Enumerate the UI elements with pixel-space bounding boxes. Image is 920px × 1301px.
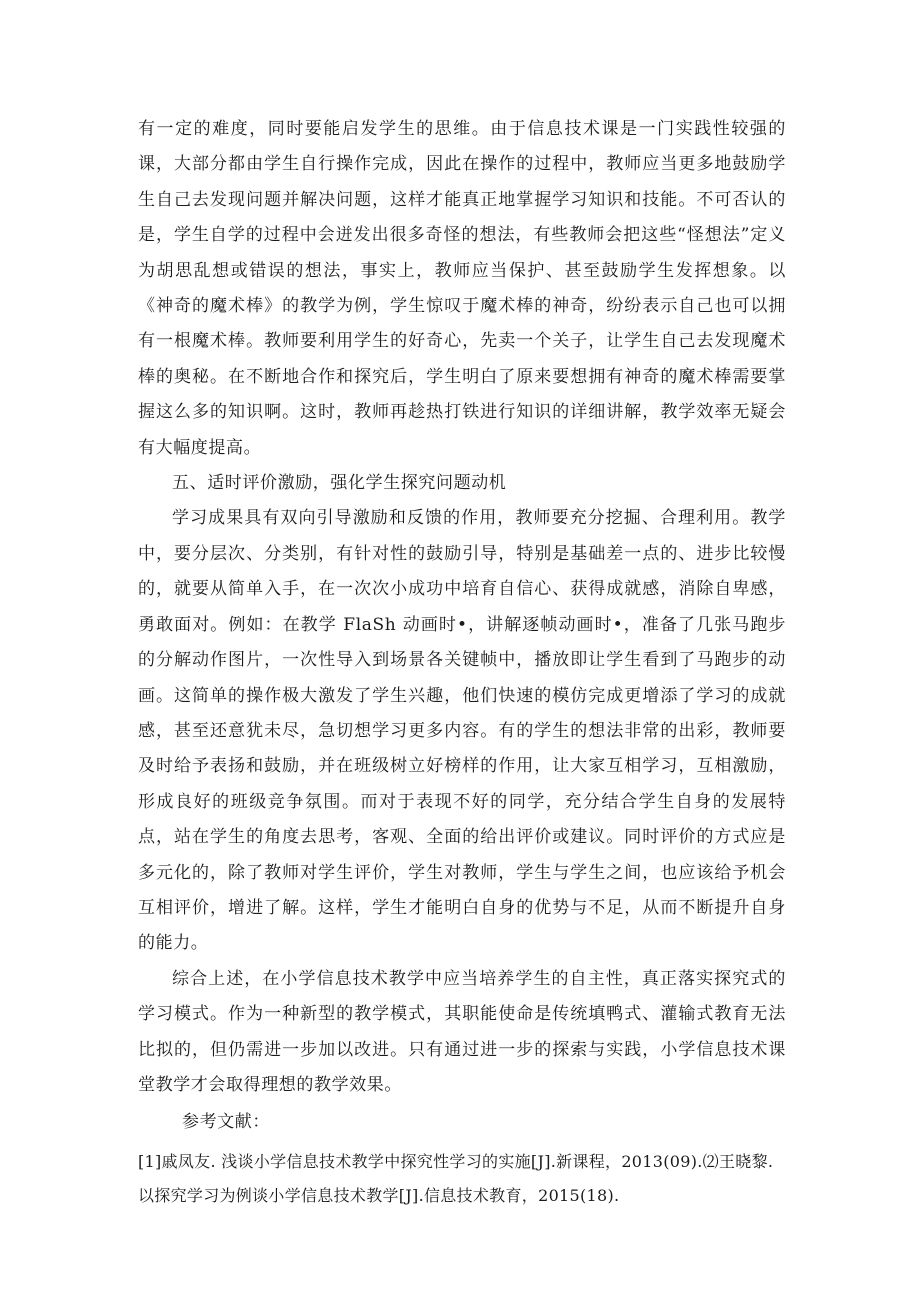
- reference-line: [1]戚凤友. 浅谈小学信息技术教学中探究性学习的实施[J].新课程，2013(09).⑵王晓黎.: [138, 1151, 774, 1171]
- paragraph-conclusion: 综合上述，在小学信息技术教学中应当培养学生的自主性，真正落实探究式的学习模式。作为一种新型的教学模式，其职能使命是传统填鸭式、灌输式教育无法比拟的，但仍需进一步加以改进。只有通过进一步的探索与实践，小学信息技术课堂教学才会取得理想的教学效果。: [138, 968, 786, 1095]
- document-body: [138, 112, 786, 1213]
- reference-line: 以探究学习为例谈小学信息技术教学[J].信息技术教育，2015(18).: [138, 1185, 620, 1205]
- references-list: [138, 1145, 786, 1213]
- section-heading: 五、适时评价激励，强化学生探究问题动机: [172, 473, 507, 494]
- references-title: 参考文献：: [182, 1112, 270, 1133]
- paragraph-continued: 有一定的难度，同时要能启发学生的思维。由于信息技术课是一门实践性较强的课，大部分都由学生自行操作完成，因此在操作的过程中，教师应当更多地鼓励学生自己去发现问题并解决问题，这样才能真正地掌握学习知识和技能。不可否认的是，学生自学的过程中会迸发出很多奇怪的想法，有些教师会把这些“怪想法”定义为胡思乱想或错误的想法，事实上，教师应当保护、甚至鼓励学生发挥想象。以《神奇的魔术棒》的教学为例，学生惊叹于魔术棒的神奇，纷纷表示自己也可以拥有一根魔术棒。教师要利用学生的好奇心，先卖一个关子，让学生自己去发现魔术棒的奥秘。在不断地合作和探究后，学生明白了原来要想拥有神奇的魔术棒需要掌握这么多的知识啊。这时，教师再趁热打铁进行知识的详细讲解，教学效率无疑会有大幅度提高。: [138, 119, 786, 458]
- paragraph-evaluation: 学习成果具有双向引导激励和反馈的作用，教师要充分挖掘、合理利用。教学中，要分层次、分类别，有针对性的鼓励引导，特别是基础差一点的、进步比较慢的，就要从简单入手，在一次次小成功中培育自信心、获得成就感，消除自卑感，勇敢面对。例如：在教学 FlaSh 动画时•，讲解逐帧动画时•，准备了几张马跑步的分解动作图片，一次性导入到场景各关键帧中，播放即让学生看到了马跑步的动画。这简单的操作极大激发了学生兴趣，他们快速的模仿完成更增添了学习的成就感，甚至还意犹未尽，急切想学习更多内容。有的学生的想法非常的出彩，教师要及时给予表扬和鼓励，并在班级树立好榜样的作用，让大家互相学习，互相激励，形成良好的班级竞争氛围。而对于表现不好的同学，充分结合学生自身的发展特点，站在学生的角度去思考，客观、全面的给出评价或建议。同时评价的方式应是多元化的，除了教师对学生评价，学生对教师，学生与学生之间，也应该给予机会互相评价，增进了解。这样，学生才能明白自身的优势与不足，从而不断提升自身的能力。: [138, 508, 786, 954]
